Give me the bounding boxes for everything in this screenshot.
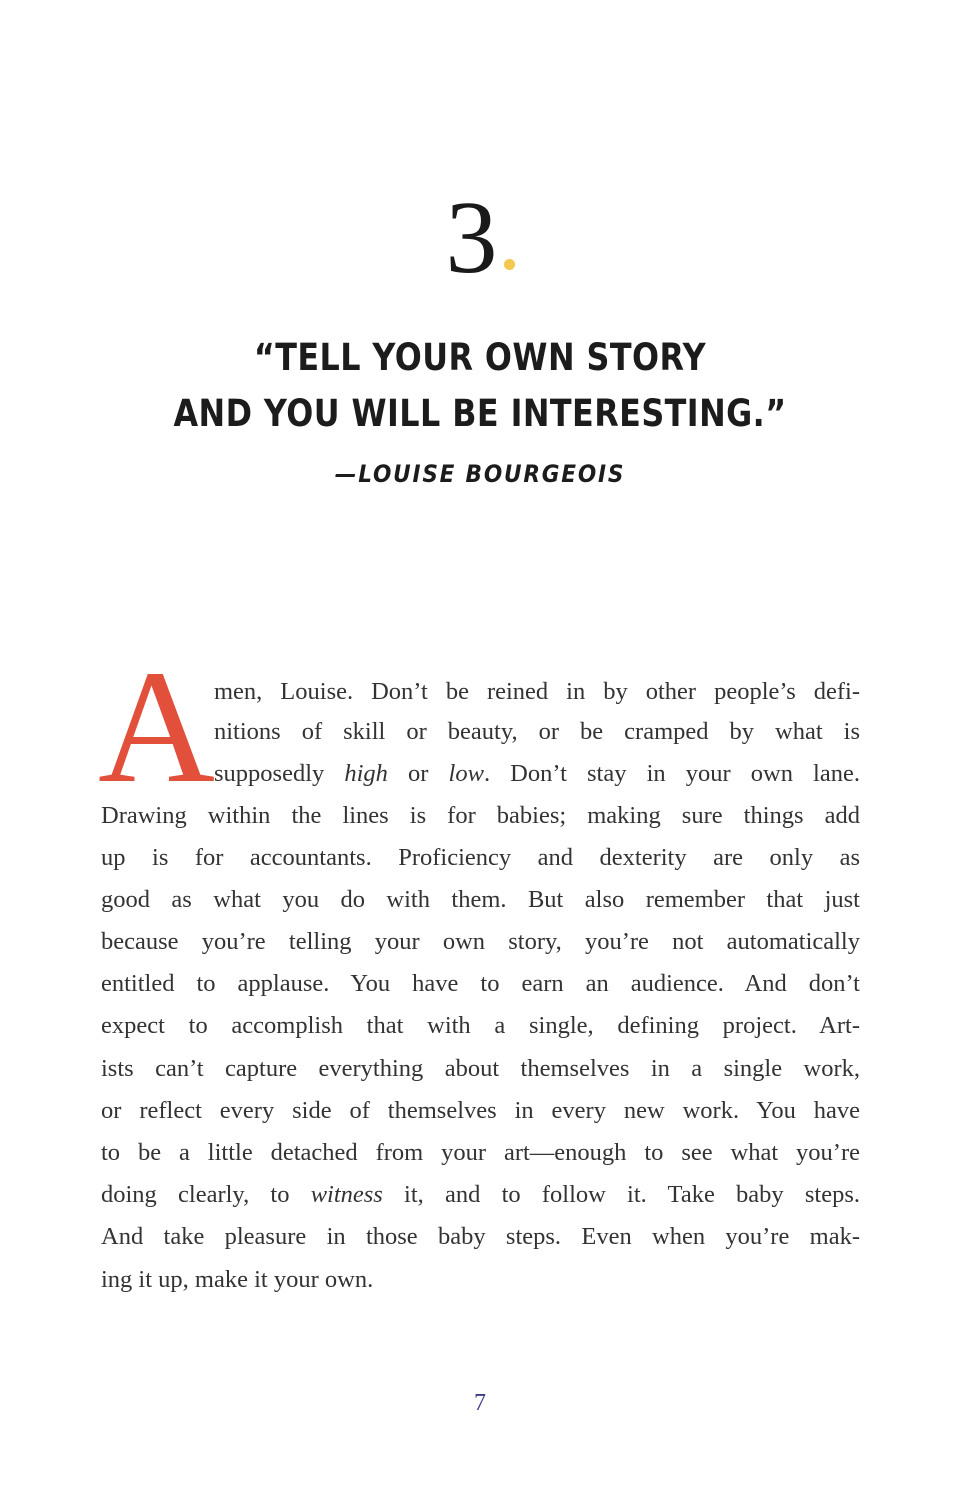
body-line: because you’re telling your own story, you’re not automatically — [101, 928, 860, 955]
drop-cap: A — [98, 638, 215, 817]
quote-line-1: “TELL YOUR OWN STORY — [253, 336, 707, 379]
body-line: expect to accomplish that with a single, defining project. Art- — [101, 1012, 860, 1039]
chapter-number — [0, 180, 960, 295]
chapter-dot — [504, 259, 515, 270]
body-line: Drawing within the lines is for babies; making sure things add — [101, 802, 860, 829]
quote-line-2: AND YOU WILL BE INTERESTING.” — [173, 392, 787, 435]
epigraph-quote — [67, 330, 893, 442]
body-line: doing clearly, to witness it, and to follow it. Take baby steps. — [101, 1181, 860, 1208]
body-line: ists can’t capture everything about themselves in a single work, — [101, 1055, 860, 1082]
body-line: nitions of skill or beauty, or be cramped by what is — [214, 718, 860, 745]
body-line: up is for accountants. Proficiency and dexterity are only as — [101, 844, 860, 871]
body-line: And take pleasure in those baby steps. Even when you’re mak- — [101, 1223, 860, 1250]
quote-attribution: —LOUISE BOURGEOIS — [334, 460, 626, 488]
body-line: to be a little detached from your art—enough to see what you’re — [101, 1139, 860, 1166]
body-line: men, Louise. Don’t be reined in by other people’s defi- — [214, 678, 860, 705]
body-line: supposedly high or low. Don’t stay in your own lane. — [214, 760, 860, 787]
body-line-last: ing it up, make it your own. — [101, 1266, 374, 1293]
body-line: entitled to applause. You have to earn an audience. And don’t — [101, 970, 860, 997]
body-line: good as what you do with them. But also remember that just — [101, 886, 860, 913]
body-line: or reflect every side of themselves in every new work. You have — [101, 1097, 860, 1124]
chapter-number-text: 3 — [445, 180, 498, 295]
page-number: 7 — [474, 1390, 486, 1416]
